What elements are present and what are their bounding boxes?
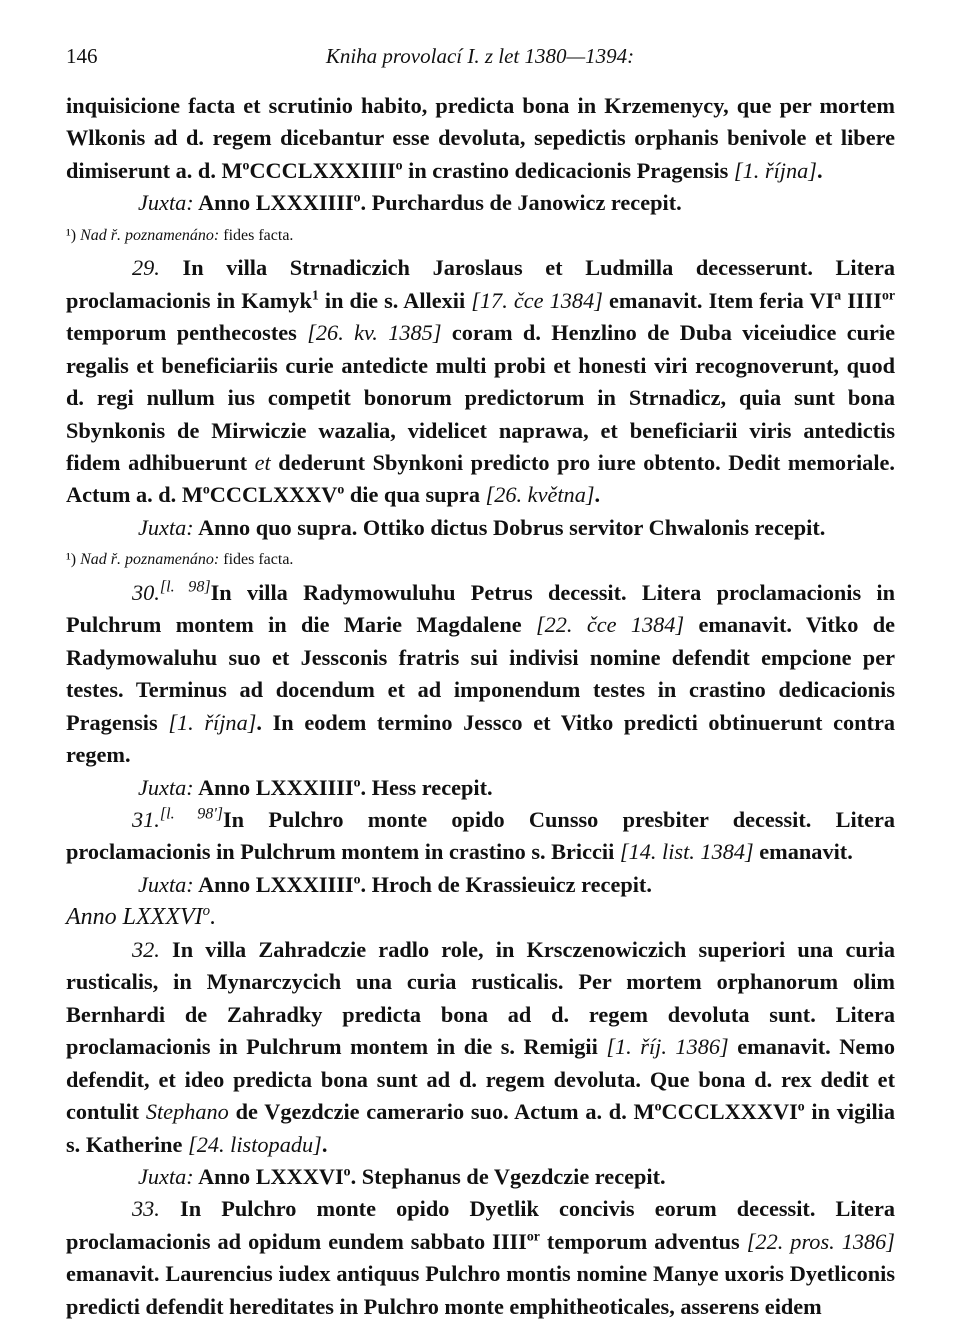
entry-32: 32. In villa Zahradczie radlo role, in Krsczenowiczich superiori una curia rusticalis, in Mynarczycich una curia rusticalis. Per mortem orphanorum olim Bernhardi de Zahradky predicta bona ad d. regem devoluta sunt. Litera proclamacionis in Pulchrum montem in die s. Remigii [1. říj. 1386] emanavit. Nemo defendit, et ideo predicta bona sunt ad d. regem devoluta. Que bona d. rex dedit et contulit Stephano de Vgezdczie camerario suo. Actum a. d. $M^oCCCLXXXVI^o$ in vigilia s. Katherine [24. listopadu]. bbox=[66, 936, 895, 1157]
entry-number: 29. bbox=[132, 255, 160, 281]
entry-29: 29. In villa Strnadiczich Jaroslaus et Ludmilla decesserunt. Litera proclamacionis in Kamyk$^1$ in die s. Allexii [17. čce 1384] emanavit. Item feria $VI^a$ $IIII^{or}$ temporum penthecostes [26. kv. 1385] coram d. Henzlino de Duba viceiudice curie regalis et beneficiariis curie antedicte multi probi et honesti viri recognoverunt, quod d. regi nullum ius competit bonorum predictorum in Strnadicz, quia sunt bona Sbynkonis de Mirwiczie wazalia, videlicet naprawa, et beneficiarii viris antedictis fidem adhibuerunt et dederunt Sbynkoni predicto pro iure obtento. Dedit memoriale. Actum a. d. $M^oCCCLXXXV^o$ die qua supra [26. května]. bbox=[66, 255, 896, 508]
entry-number: 31. bbox=[132, 806, 160, 832]
folio-marker: [l. 98] bbox=[159, 578, 211, 596]
juxta-line: Juxta: Anno LXXXIIII$^o$. Hess recepit. bbox=[138, 774, 493, 800]
year-heading: Anno LXXXVI$^o$. bbox=[66, 903, 217, 931]
page-header bbox=[66, 44, 894, 74]
folio-marker: [l. 98'] bbox=[159, 805, 223, 823]
entry-33: 33. In Pulchro monte opido Dyetlik concivis eorum decessit. Litera proclamacionis ad opidum eundem sabbato $IIII^{or}$ temporum adventus [22. pros. 1386] emanavit. Laurencius iudex antiquus Pulchro montis nomine Manye uxoris Dyetliconis predicti defendit hereditates in Pulchro monte emphitheoticales, asserens eidem bbox=[66, 1196, 895, 1319]
entry-number: 30. bbox=[132, 579, 160, 605]
date-annotation: [1. října] bbox=[733, 157, 817, 183]
juxta-line: Juxta: Anno LXXXIIII$^o$. Hroch de Krassieuicz recepit. bbox=[138, 871, 652, 897]
footnote-ref: 1 bbox=[311, 287, 319, 303]
running-title: Kniha provolací I. z let 1380—1394: bbox=[325, 44, 635, 68]
entry-number: 32. bbox=[132, 936, 160, 962]
entry-continuation: inquisicione facta et scrutinio habito, predicta bona in Krzemenycy, que per mortem Wlkonis ad d. regem dicebantur esse devoluta, sepedictis orphanis benivole et libere dimiserunt a. d. $M^oCCCLXXXIIII^o$ in crastino dedicacionis Pragensis [1. října]. bbox=[66, 93, 895, 183]
footnote: ¹) Nad ř. poznamenáno: fides facta. bbox=[66, 226, 294, 244]
entry-31: 31.[l. 98']In Pulchro monte opido Cunsso presbiter decessit. Litera proclamacionis in Pulchrum montem in crastino s. Briccii [14. list. 1384] emanavit. bbox=[66, 805, 896, 865]
juxta-line: Juxta: Anno LXXXIIII$^o$. Purchardus de Janowicz recepit. bbox=[138, 189, 682, 216]
page-number: 146 bbox=[66, 44, 98, 68]
entry-30: 30.[l. 98]In villa Radymowuluhu Petrus decessit. Litera proclamacionis in Pulchrum montem in die Marie Magdalene [22. čce 1384] emanavit. Vitko de Radymowaluhu suo et Jessconis fratris sui indivisi nomine defendit empcione per testes. Terminus ad docendum et ad imponendum testes in crastino dedicacionis Pragensis [1. října]. In eodem termino Jessco et Vitko predicti obtinuerunt contra regem. bbox=[66, 578, 895, 768]
juxta-line: Juxta: Anno LXXXVI$^o$. Stephanus de Vgezdczie recepit. bbox=[138, 1163, 666, 1189]
document-body bbox=[66, 90, 895, 1323]
footnote: ¹) Nad ř. poznamenáno: fides facta. bbox=[66, 551, 294, 569]
entry-number: 33. bbox=[132, 1196, 160, 1222]
juxta-line: Juxta: Anno quo supra. Ottiko dictus Dobrus servitor Chwalonis recepit. bbox=[138, 514, 826, 540]
